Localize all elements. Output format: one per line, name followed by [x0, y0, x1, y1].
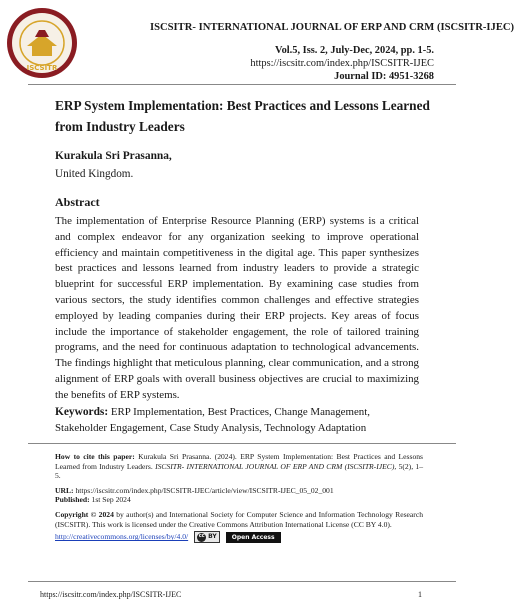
license-row: [55, 531, 423, 543]
citation-box: [55, 452, 423, 543]
cc-badge-label: BY: [208, 533, 217, 541]
copyright-text: by author(s) and International Society for Computer Science and Information Technology Research (ISCSITR). This work is licensed under the Creative Commons Attribution International License (CC BY 4.0).: [55, 509, 423, 529]
journal-url[interactable]: https://iscsitr.com/index.php/ISCSITR-IJEC: [250, 58, 434, 69]
open-access-badge: Open Access: [226, 532, 281, 543]
abstract-text: The implementation of Enterprise Resource Planning (ERP) systems is a critical and complex endeavor for any organization seeking to improve operational efficiency and maintain competitiveness in the digital age. This paper synthesizes best practices and lessons learned from industry leaders to provide a strategic blueprint for successful ERP implementation. By examining case studies from various sectors, the study identifies common challenges and effective strategies employed by leading companies during their ERP projects. Key areas of focus include the importance of stakeholder engagement, the role of tailored training programs, and the need for continuous adaptation to technological advancements. The findings highlight that meticulous planning, clear communication, and a strong alignment of ERP goals with overall business objectives are crucial to maximizing the benefits of ERP systems.: [55, 215, 419, 401]
iscsitr-logo: [5, 6, 79, 80]
page-number: 1: [418, 590, 422, 599]
keywords: [55, 405, 419, 437]
how-to-cite-label: How to cite this paper:: [55, 452, 135, 461]
cc-icon: cc: [197, 533, 206, 542]
url-line: [55, 486, 423, 496]
logo-text: ISCSITR: [26, 64, 58, 72]
how-to-cite: [55, 452, 423, 481]
footer-url[interactable]: https://iscsitr.com/index.php/ISCSITR-IJEC: [40, 590, 182, 599]
license-link[interactable]: http://creativecommons.org/licenses/by/4.0/: [55, 532, 189, 542]
published-line: [55, 495, 423, 505]
volume-info: Vol.5, Iss. 2, July-Dec, 2024, pp. 1-5.: [275, 45, 434, 56]
cc-by-badge[interactable]: [194, 531, 220, 543]
author-affiliation: United Kingdom.: [55, 168, 134, 180]
published-label: Published:: [55, 495, 90, 505]
keywords-text: ERP Implementation, Best Practices, Change Management, Stakeholder Engagement, Case Study Analysis, Technology Adaptation: [55, 406, 370, 434]
paper-title: ERP System Implementation: Best Practices and Lessons Learned from Industry Leaders: [55, 98, 430, 134]
how-to-cite-journal: ISCSITR- INTERNATIONAL JOURNAL OF ERP AND CRM (ISCSITR-IJEC),: [155, 461, 397, 471]
journal-id: Journal ID: 4951-3268: [334, 71, 434, 82]
how-to-cite-text: Kurakula Sri Prasanna. (2024). ERP System Implementation: Best Practices and Lessons Learned from Industry Leaders.: [55, 452, 423, 471]
how-to-cite-tail: 5(2), 1–5.: [55, 461, 424, 481]
abstract-heading: Abstract: [55, 195, 100, 209]
copyright-line: [55, 510, 423, 529]
copyright-label: Copyright © 2024: [55, 509, 114, 519]
citation-rule: [28, 443, 456, 444]
author-name: Kurakula Sri Prasanna,: [55, 150, 172, 162]
journal-meta: [250, 44, 434, 83]
footer-rule: [28, 581, 456, 582]
url-label: URL:: [55, 485, 74, 495]
article-url[interactable]: https://iscsitr.com/index.php/ISCSITR-IJEC/article/view/ISCSITR-IJEC_05_02_001: [75, 485, 334, 495]
header-rule: [28, 84, 456, 85]
keywords-label: Keywords:: [55, 406, 109, 418]
published-date: 1st Sep 2024: [91, 495, 131, 505]
logo-book-shape: [32, 46, 52, 56]
journal-title: ISCSITR- INTERNATIONAL JOURNAL OF ERP AND CRM (ISCSITR-IJEC): [150, 22, 514, 33]
